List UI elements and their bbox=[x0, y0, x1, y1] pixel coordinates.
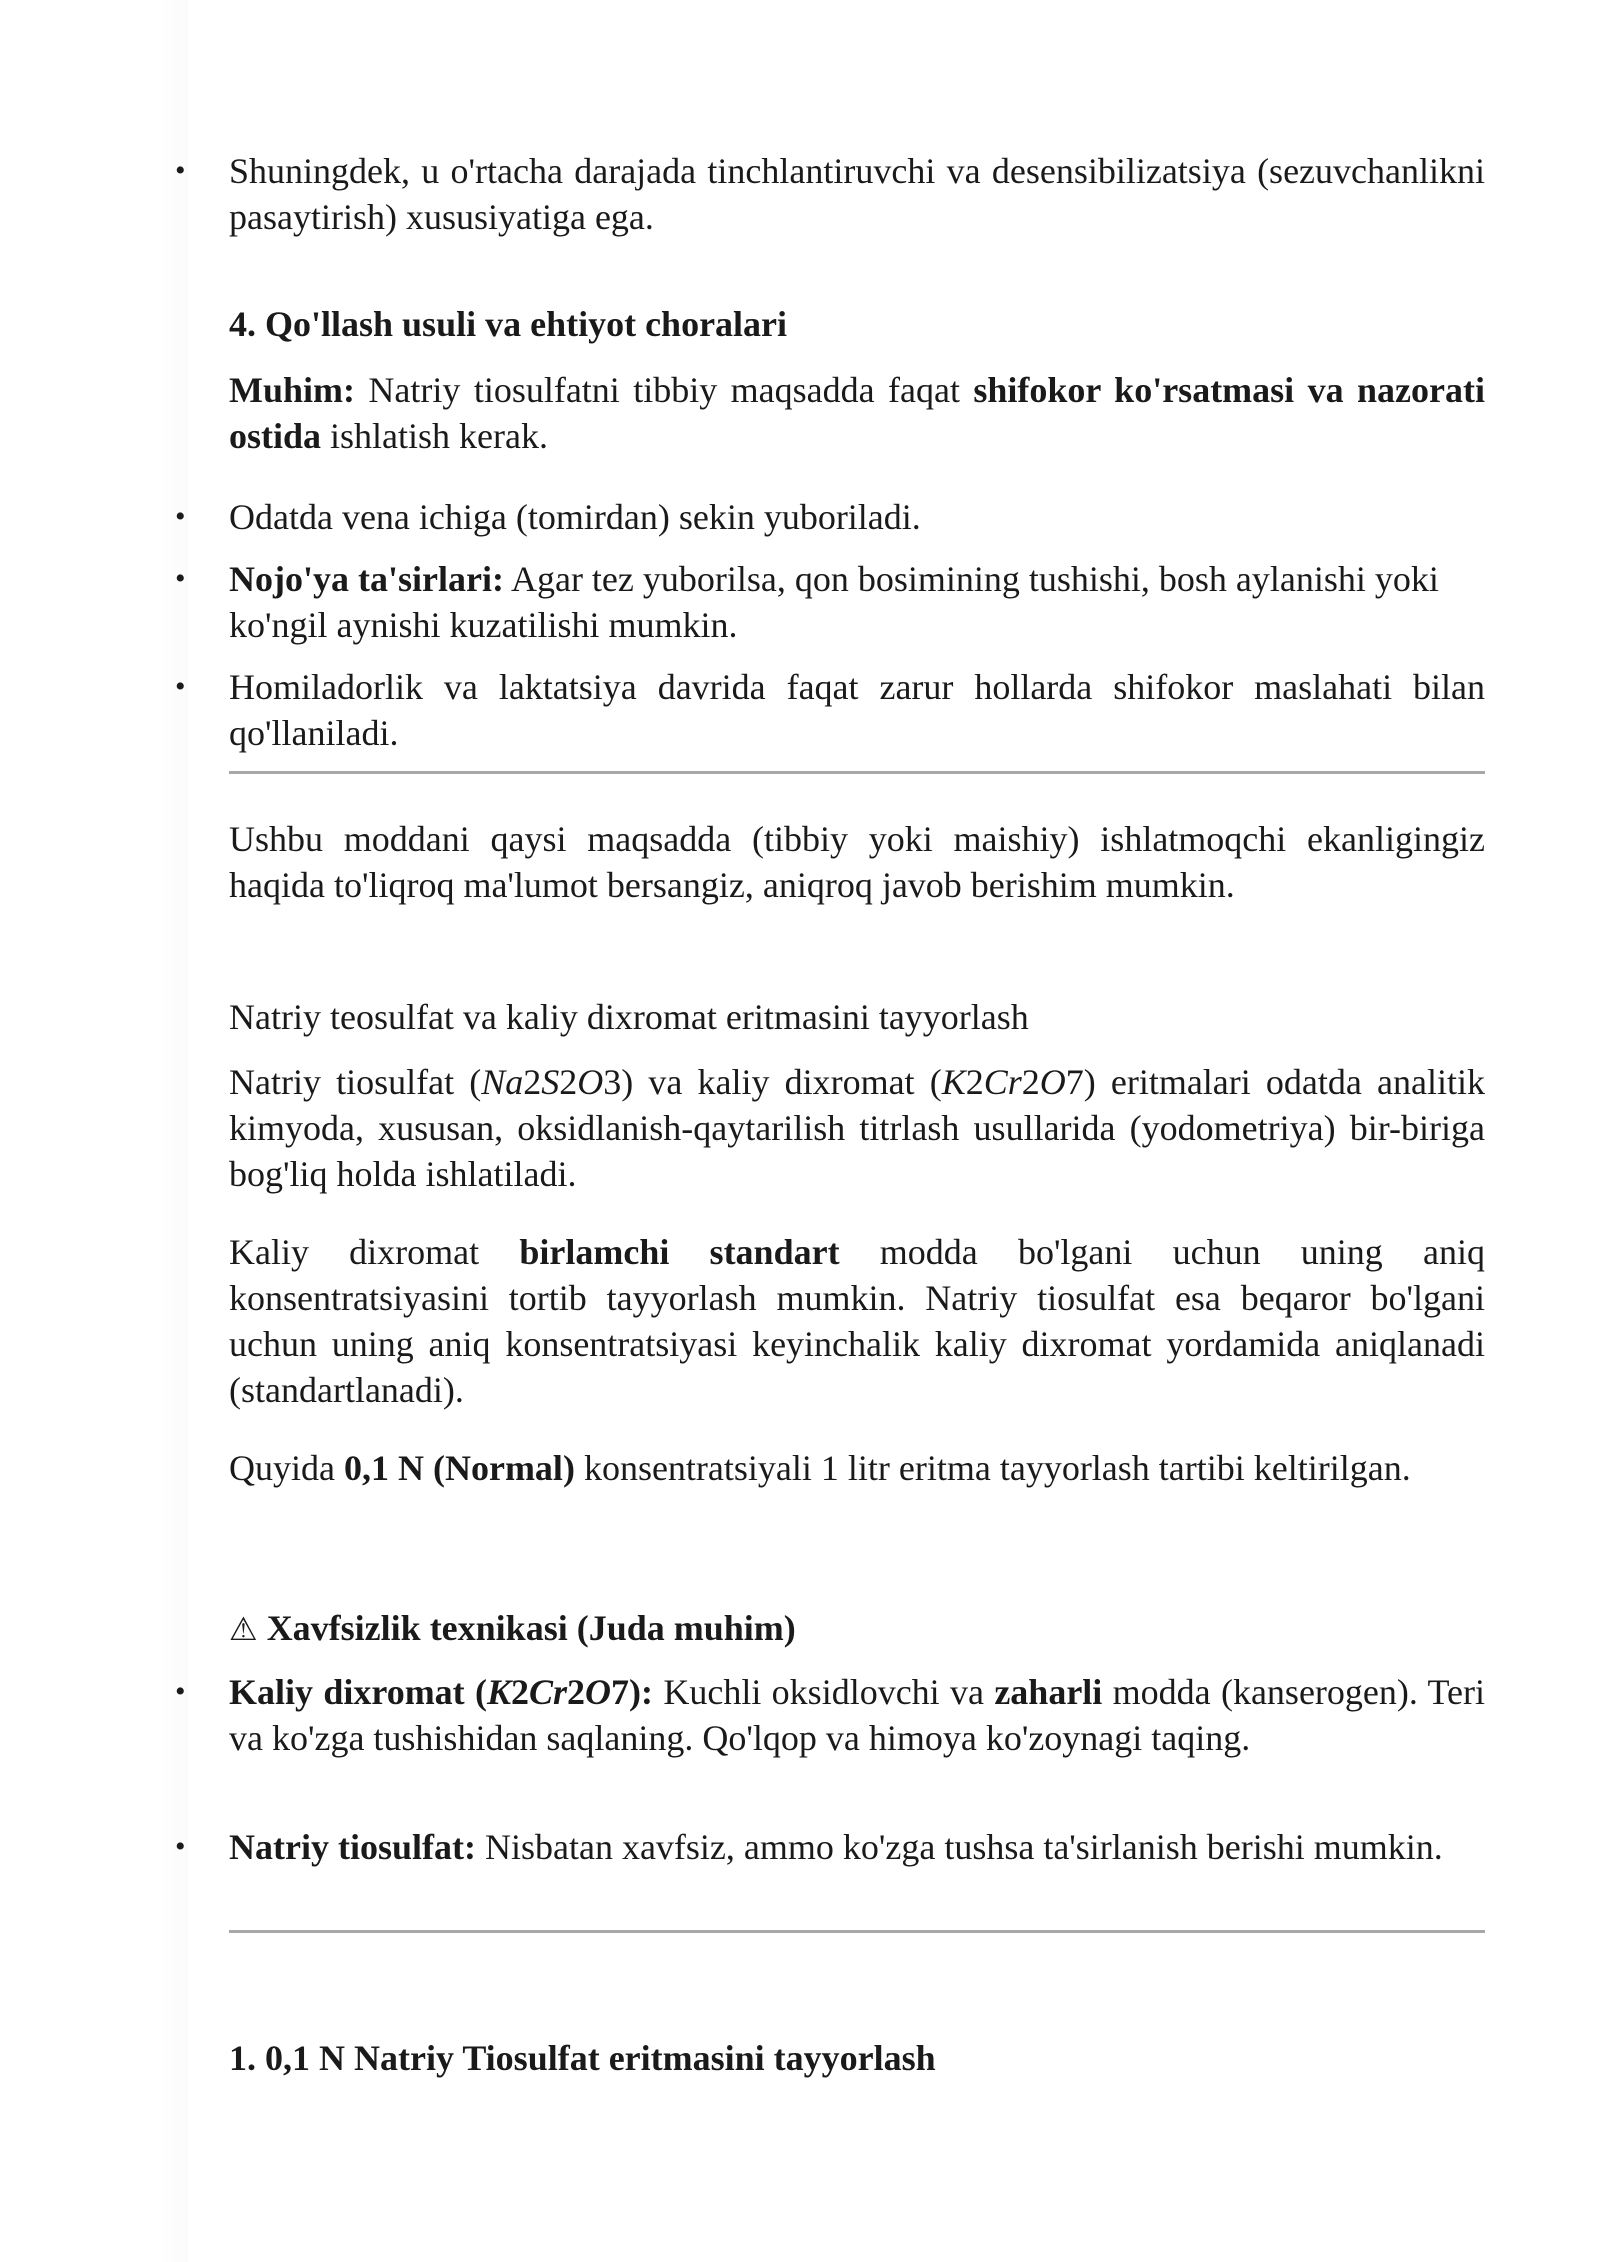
section-heading: 4. Qo'llash usuli va ehtiyot choralari bbox=[229, 304, 788, 344]
prep-paragraph-2: Kaliy dixromat birlamchi standart modda bo'lgani uchun uning aniq konsentratsiyasini tortib tayyorlash mumkin. Natriy tiosulfat esa beqaror bo'lgani uchun uning aniq konsentratsiyasi keyinchalik kaliy dixromat yordamida aniqlanadi (standartlanadi). bbox=[229, 1232, 1485, 1410]
warning-icon: ⚠ bbox=[229, 1610, 258, 1648]
subsection-title: Natriy teosulfat va kaliy dixromat eritmasini tayyorlash bbox=[229, 997, 1029, 1037]
list-item: • Nojo'ya ta'sirlari: Agar tez yuborilsa, qon bosimining tushishi, bosh aylanishi yoki ko'ngil aynishi kuzatilishi mumkin. bbox=[229, 556, 1504, 648]
list-item: • Kaliy dixromat (K2Cr2O7): Kuchli oksidlovchi va zaharli modda (kanserogen). Teri va ko'zga tushishidan saqlaning. Qo'lqop va himoya ko'zoynagi taqing. bbox=[229, 1669, 1485, 1761]
formula-potassium-dichromate: K bbox=[941, 1062, 966, 1102]
important-paragraph: Muhim: Natriy tiosulfatni tibbiy maqsadda faqat shifokor ko'rsatmasi va nazorati ostida ishlatish kerak. bbox=[229, 370, 1485, 456]
list-item: • Odatda vena ichiga (tomirdan) sekin yuboriladi. bbox=[229, 494, 1485, 540]
page-margin-shade bbox=[0, 0, 188, 2262]
prep-paragraph-1: Natriy tiosulfat (Na2S2O3) va kaliy dixromat (K2Cr2O7) eritmalari odatda analitik kimyoda, xususan, oksidlanish-qaytarilish titrlash usullarida (yodometriya) bir-biriga bog'liq holda ishlatiladi. bbox=[229, 1062, 1485, 1194]
formula-sodium-thiosulfate: Na bbox=[481, 1062, 524, 1102]
divider bbox=[229, 771, 1485, 774]
list-item: • Natriy tiosulfat: Nisbatan xavfsiz, ammo ko'zga tushsa ta'sirlanish berishi mumkin. bbox=[229, 1824, 1485, 1870]
section-heading: 1. 0,1 N Natriy Tiosulfat eritmasini tayyorlash bbox=[229, 2038, 936, 2078]
safety-heading: ⚠ Xavfsizlik texnikasi (Juda muhim) bbox=[229, 1608, 796, 1648]
divider bbox=[229, 1930, 1485, 1933]
question-paragraph: Ushbu moddani qaysi maqsadda (tibbiy yoki maishiy) ishlatmoqchi ekanligingiz haqida to'liqroq ma'lumot bersangiz, aniqroq javob berishim mumkin. bbox=[229, 819, 1485, 905]
list-item: • Shuningdek, u o'rtacha darajada tinchlantiruvchi va desensibilizatsiya (sezuvchanlikni pasaytirish) xususiyatiga ega. bbox=[229, 148, 1485, 240]
formula-potassium-dichromate: K bbox=[487, 1672, 512, 1712]
prep-paragraph-3: Quyida 0,1 N (Normal) konsentratsiyali 1 litr eritma tayyorlash tartibi keltirilgan. bbox=[229, 1448, 1411, 1488]
list-item: • Homiladorlik va laktatsiya davrida faqat zarur hollarda shifokor maslahati bilan qo'llaniladi. bbox=[229, 664, 1485, 756]
